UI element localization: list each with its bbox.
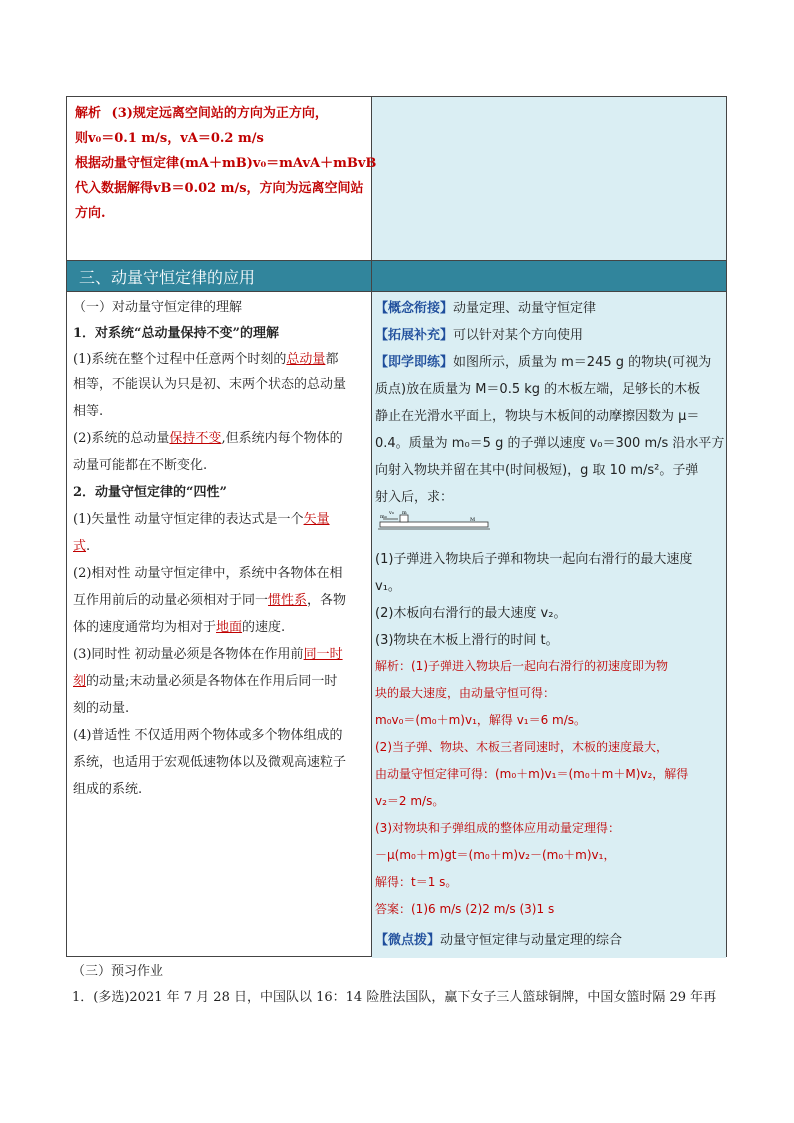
right-line-7: 向射入物块并留在其中(时间极短)，g 取 10 m/s²。子弹: [375, 463, 699, 478]
keyword-inertial-frame: 惯性系: [268, 593, 308, 608]
homework-question-1: 1．(多选)2021 年 7 月 28 日，中国队以 16：14 险胜法国队，赢下女子三人篮球铜牌，中国女篮时隔 29 年再: [72, 990, 717, 1005]
solution-line-1: 解析：(1)子弹进入物块后一起向右滑行的初速度即为物: [375, 659, 669, 673]
question-1: (1)子弹进入物块后子弹和物块一起向右滑行的最大速度: [375, 552, 693, 567]
section-header-bar: [67, 260, 726, 291]
practice-line: 【即学即练】如图所示，质量为 m＝245 g 的物块(可视为: [375, 355, 712, 370]
left-item-2-title: 2．动量守恒定律的“四性”: [73, 485, 228, 500]
left-item-1-title: 1．对系统“总动量保持不变”的理解: [73, 326, 280, 341]
left-line-11: (2)相对性 动量守恒定律中，系统中各物体在相: [73, 566, 343, 581]
question-3: (3)物块在木板上滑行的时间 t。: [375, 633, 559, 648]
analysis-tag: 解析: [75, 106, 102, 121]
extension-tag: 【拓展补充】: [375, 328, 454, 343]
right-line-8: 射入后，求：: [375, 490, 454, 505]
row-divider-header: [67, 291, 726, 292]
left-line-15: 刻的动量;末动量必须是各物体在作用后同一时: [73, 674, 338, 689]
left-line-3: (1)系统在整个过程中任意两个时刻的总动量都: [73, 352, 339, 367]
right-line-6: 0.4。质量为 m₀＝5 g 的子弹以速度 v₀＝300 m/s 沿水平方: [375, 436, 725, 451]
tip-line: 【微点拨】动量守恒定律与动量定理的综合: [375, 933, 623, 948]
concept-link-line: 【概念衔接】动量定理、动量守恒定律: [375, 301, 597, 316]
left-line-13: 体的速度通常均为相对于地面的速度.: [73, 620, 286, 635]
left-line-7: 动量可能都在不断变化.: [73, 458, 208, 473]
practice-tag: 【即学即练】: [375, 355, 454, 370]
keyword-total-momentum: 总动量: [286, 352, 326, 367]
keyword-ground: 地面: [216, 620, 243, 635]
solution-line-9: 解得：t＝1 s。: [375, 875, 458, 889]
left-line-5: 相等.: [73, 404, 104, 419]
concept-link-tag: 【概念衔接】: [375, 301, 454, 316]
left-line-10: 式.: [73, 539, 91, 554]
left-line-9: (1)矢量性 动量守恒定律的表达式是一个矢量: [73, 512, 330, 527]
keyword-vector: 矢量: [303, 512, 330, 527]
label-v0: v₀: [389, 510, 394, 516]
left-line-12: 互作用前后的动量必须相对于同一惯性系，各物: [73, 593, 347, 608]
left-line-14: (3)同时性 初动量必须是各物体在作用前同一时: [73, 647, 343, 662]
analysis-line-5: 方向.: [75, 206, 106, 221]
left-line-19: 组成的系统.: [73, 782, 143, 797]
solution-line-6: v₂＝2 m/s。: [375, 794, 445, 808]
left-line-6: (2)系统的总动量保持不变,但系统内每个物体的: [73, 431, 343, 446]
analysis-line-1: 解析 (3)规定远离空间站的方向为正方向，: [75, 106, 328, 121]
label-m0: m₀: [380, 514, 387, 520]
left-line-17: (4)普适性 不仅适用两个物体或多个物体组成的: [73, 728, 343, 743]
label-M: M: [470, 517, 476, 523]
bullet-block-figure: [378, 510, 554, 530]
row-divider-top: [67, 260, 726, 261]
question-2: (2)木板向右滑行的最大速度 v₂。: [375, 606, 567, 621]
homework-section-title: （三）预习作业: [72, 964, 164, 979]
solution-line-3: m₀v₀＝(m₀＋m)v₁，解得 v₁＝6 m/s。: [375, 713, 587, 727]
solution-line-2: 块的最大速度，由动量守恒可得：: [375, 686, 556, 700]
keyword-moment: 刻: [73, 674, 87, 689]
answer-line: 答案：(1)6 m/s (2)2 m/s (3)1 s: [375, 902, 555, 916]
column-divider: [371, 97, 372, 956]
question-1-cont: v₁。: [375, 579, 401, 594]
analysis-line-3: 根据动量守恒定律(mA＋mB)v₀＝mAvA＋mBvB: [75, 156, 377, 171]
tip-tag: 【微点拨】: [375, 933, 441, 948]
right-line-5: 静止在光滑水平面上，物块与木板间的动摩擦因数为 μ＝: [375, 409, 700, 424]
section-header-title: 三、动量守恒定律的应用: [79, 268, 256, 287]
left-subsection-title: （一）对动量守恒定律的理解: [73, 300, 243, 315]
left-line-18: 系统，也适用于宏观低速物体以及微观高速粒子: [73, 755, 347, 770]
solution-line-7: (3)对物块和子弹组成的整体应用动量定理得：: [375, 821, 620, 835]
keyword-same-time: 同一时: [303, 647, 343, 662]
extension-line: 【拓展补充】可以针对某个方向使用: [375, 328, 584, 343]
keyword-unchanged: 保持不变: [169, 431, 222, 446]
right-line-4: 质点)放在质量为 M＝0.5 kg 的木板左端，足够长的木板: [375, 382, 701, 397]
left-line-16: 刻的动量.: [73, 701, 130, 716]
solution-line-5: 由动量守恒定律可得：(m₀＋m)v₁＝(m₀＋m＋M)v₂，解得: [375, 767, 689, 781]
keyword-formula: 式: [73, 539, 87, 554]
left-line-4: 相等，不能误认为只是初、末两个状态的总动量: [73, 377, 347, 392]
solution-line-4: (2)当子弹、物块、木板三者同速时，木板的速度最大，: [375, 740, 669, 754]
label-m: m: [402, 510, 407, 516]
solution-line-8: －μ(m₀＋m)gt＝(m₀＋m)v₂－(m₀＋m)v₁，: [375, 848, 616, 862]
block-rect: [400, 515, 408, 522]
analysis-line-2: 则v₀＝0.1 m/s，vA＝0.2 m/s: [75, 131, 264, 146]
analysis-line-4: 代入数据解得vB＝0.02 m/s，方向为远离空间站: [75, 181, 364, 196]
